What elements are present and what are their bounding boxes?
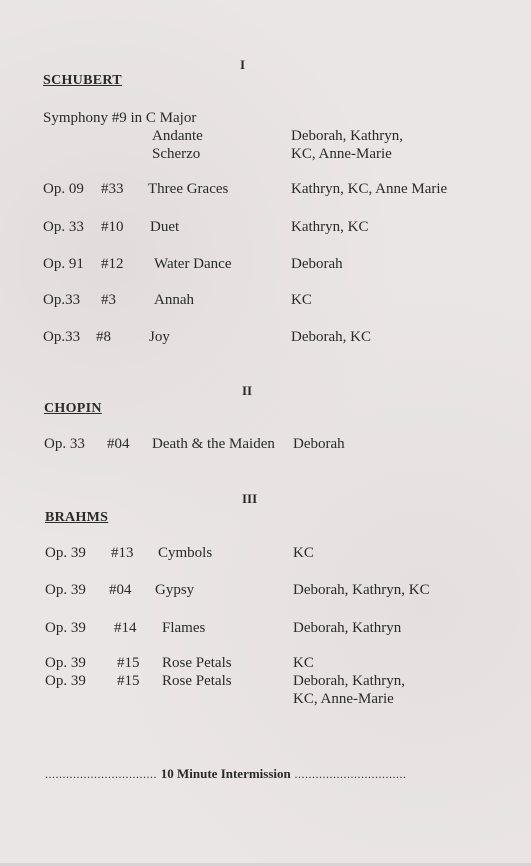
performers: Deborah, Kathryn, — [293, 673, 406, 689]
opus: Op. 91 — [43, 256, 84, 272]
intermission-label: 10 Minute Intermission — [160, 766, 291, 781]
opus: Op. 39 — [45, 620, 86, 636]
performers: KC — [293, 655, 314, 671]
performers: Deborah, Kathryn, KC — [293, 582, 430, 598]
performers: Deborah — [293, 436, 345, 452]
intermission-dots-left: ................................ — [45, 767, 157, 781]
opus: Op. 39 — [45, 545, 86, 561]
piece-title: Cymbols — [158, 545, 213, 561]
composer-heading-chopin: CHOPIN — [44, 401, 102, 416]
performers-continued: KC, Anne-Marie — [293, 691, 394, 707]
intermission-line — [45, 765, 407, 783]
opus: Op. 39 — [45, 655, 86, 671]
piece-title: Annah — [154, 292, 194, 308]
symphony-title: Symphony #9 in C Major — [43, 110, 197, 126]
performers: Deborah, KC — [291, 329, 371, 345]
performers: Kathryn, KC — [291, 219, 369, 235]
piece-title: Rose Petals — [162, 655, 232, 671]
opus: Op.33 — [43, 292, 81, 308]
performers: Deborah — [291, 256, 343, 272]
piece-number: #15 — [117, 673, 140, 689]
piece-number: #14 — [114, 620, 137, 636]
section-numeral-3: III — [242, 491, 258, 506]
piece-number: #04 — [109, 582, 132, 598]
piece-title: Joy — [149, 329, 170, 345]
piece-number: #15 — [117, 655, 140, 671]
opus: Op.33 — [43, 329, 81, 345]
movement-scherzo: Scherzo — [152, 146, 201, 162]
composer-heading-brahms: BRAHMS — [45, 510, 109, 525]
piece-number: #13 — [111, 545, 134, 561]
piece-number: #10 — [101, 219, 124, 235]
performers: KC — [293, 545, 314, 561]
piece-title: Flames — [162, 620, 206, 636]
piece-title: Duet — [150, 219, 180, 235]
piece-title: Three Graces — [148, 181, 229, 197]
opus: Op. 39 — [45, 582, 86, 598]
piece-number: #33 — [101, 181, 124, 197]
symphony-performers-line1: Deborah, Kathryn, — [291, 128, 404, 144]
piece-title: Rose Petals — [162, 673, 232, 689]
opus: Op. 33 — [43, 219, 84, 235]
piece-title: Water Dance — [154, 256, 232, 272]
piece-number: #04 — [107, 436, 130, 452]
performers: Kathryn, KC, Anne Marie — [291, 181, 448, 197]
piece-title: Death & the Maiden — [152, 436, 275, 452]
movement-andante: Andante — [152, 128, 203, 144]
performers: KC — [291, 292, 312, 308]
opus: Op. 33 — [44, 436, 85, 452]
performers: Deborah, Kathryn — [293, 620, 402, 636]
piece-title: Gypsy — [155, 582, 195, 598]
intermission-dots-right: ................................ — [294, 767, 407, 781]
composer-heading-schubert: SCHUBERT — [43, 73, 122, 88]
opus: Op. 39 — [45, 673, 86, 689]
piece-number: #8 — [96, 329, 111, 345]
piece-number: #12 — [101, 256, 124, 272]
piece-number: #3 — [101, 292, 116, 308]
section-numeral-1: I — [240, 57, 246, 72]
section-numeral-2: II — [242, 383, 253, 398]
opus: Op. 09 — [43, 181, 84, 197]
symphony-performers-line2: KC, Anne-Marie — [291, 146, 392, 162]
